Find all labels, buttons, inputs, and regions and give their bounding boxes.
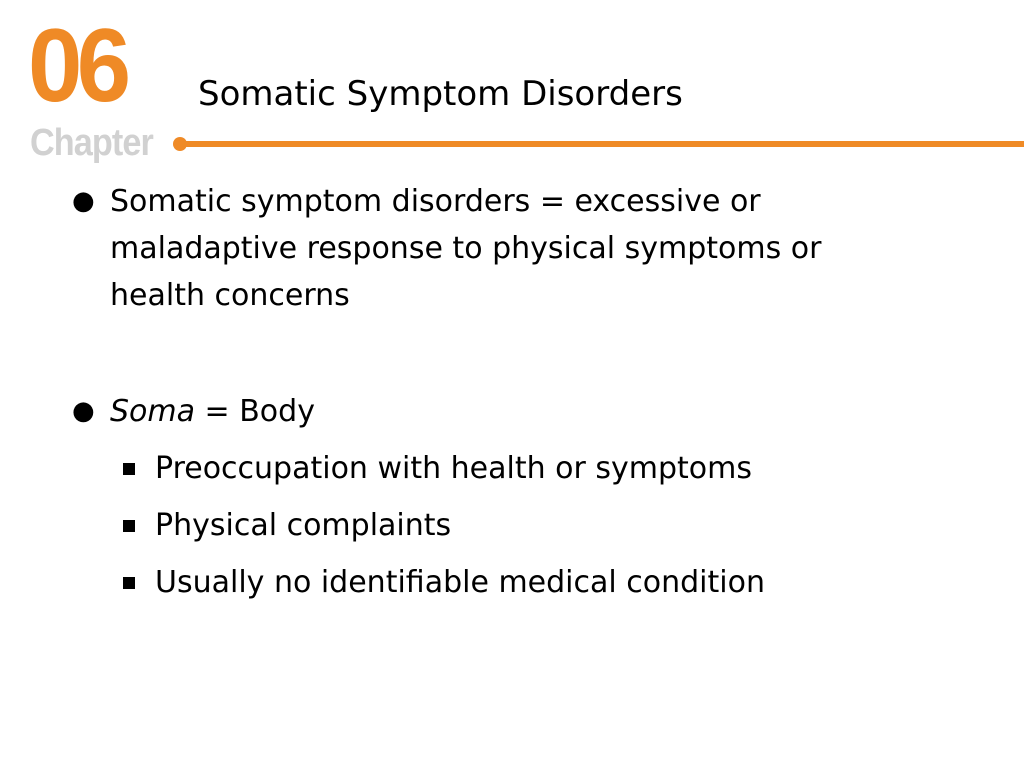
sub-bullet-item — [155, 449, 915, 489]
bullet-dot-icon: ● — [72, 396, 95, 426]
chapter-number: 06 — [28, 8, 126, 124]
title-rule-line — [180, 141, 1024, 147]
bullet-text: Somatic symptom disorders = excessive or maladaptive response to physical symptoms or health concerns — [110, 184, 822, 313]
sub-bullet-item — [155, 563, 915, 603]
sub-bullet-text: Physical complaints — [155, 508, 452, 543]
chapter-label: Chapter — [30, 122, 153, 164]
square-bullet-icon — [123, 463, 135, 475]
bullet-item — [72, 388, 900, 435]
square-bullet-icon — [123, 520, 135, 532]
bullet-item — [72, 178, 900, 319]
sub-bullet-item — [155, 506, 915, 546]
bullet-dot-icon: ● — [72, 186, 95, 216]
bullet-emphasis: Soma — [110, 394, 196, 429]
sub-bullet-text: Usually no identifiable medical condition — [155, 565, 765, 600]
square-bullet-icon — [123, 577, 135, 589]
sub-bullet-text: Preoccupation with health or symptoms — [155, 451, 753, 486]
slide-title: Somatic Symptom Disorders — [198, 74, 683, 114]
bullet-text: = Body — [195, 394, 315, 429]
